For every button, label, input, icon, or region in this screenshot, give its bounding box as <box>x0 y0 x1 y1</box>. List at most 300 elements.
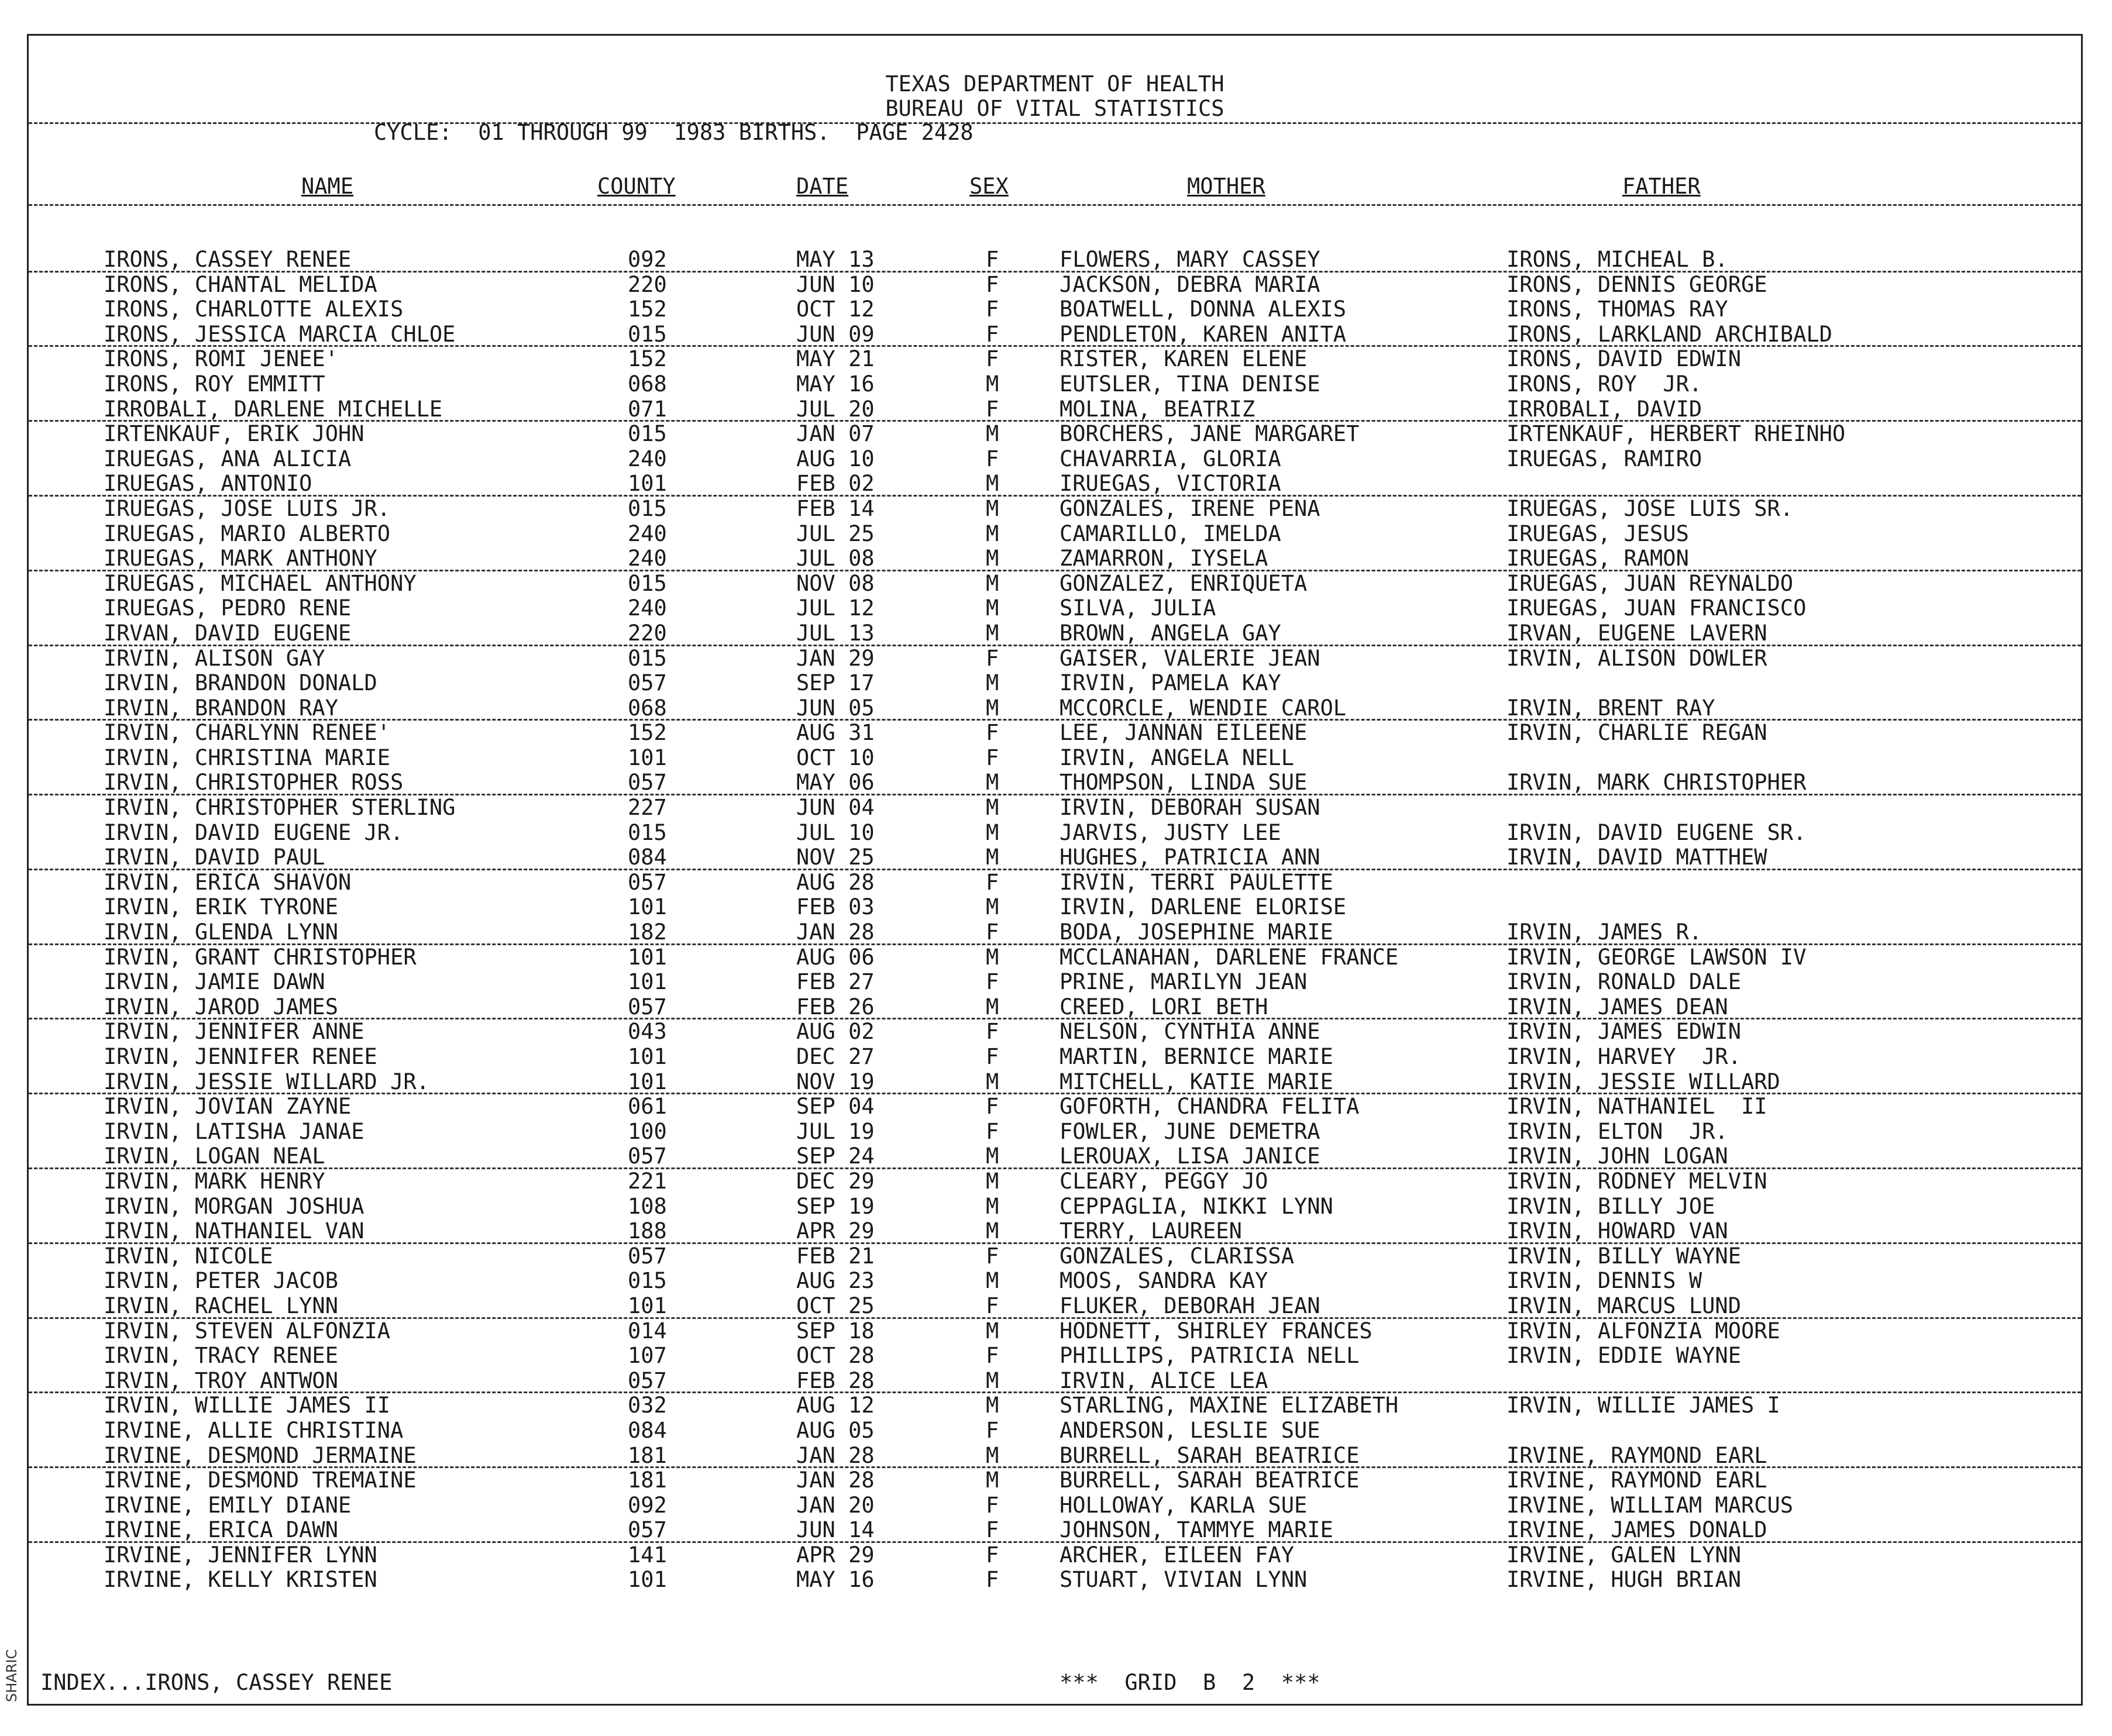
record-sex: F <box>986 1417 999 1443</box>
record-county: 240 <box>628 446 667 471</box>
record-county: 181 <box>628 1468 667 1493</box>
record-date: JUL 20 <box>796 396 875 422</box>
record-mother: TERRY, LAUREEN <box>1060 1218 1242 1244</box>
record-sex: F <box>986 271 999 297</box>
record-father: IRVIN, GEORGE LAWSON IV <box>1506 944 1807 970</box>
record-sex: M <box>986 471 999 497</box>
record-county: 240 <box>628 521 667 546</box>
record-name: IRONS, ROY EMMITT <box>104 371 325 397</box>
record-father: IRVIN, JAMES DEAN <box>1506 994 1728 1019</box>
record-date: AUG 28 <box>796 869 875 895</box>
record-sex: M <box>986 695 999 721</box>
record-date: JUL 19 <box>796 1118 875 1144</box>
record-name: IRVIN, ERIK TYRONE <box>104 894 338 920</box>
record-father: IRVINE, GALEN LYNN <box>1506 1542 1741 1568</box>
record-mother: PENDLETON, KAREN ANITA <box>1060 321 1347 347</box>
record-date: SEP 04 <box>796 1094 875 1120</box>
record-sex: M <box>986 1268 999 1294</box>
record-row <box>29 770 2081 795</box>
record-county: 101 <box>628 1293 667 1318</box>
record-name: IRVIN, JENNIFER RENEE <box>104 1044 377 1069</box>
record-name: IRVINE, DESMOND JERMAINE <box>104 1442 417 1468</box>
record-sex: F <box>986 247 999 272</box>
record-row <box>29 1294 2081 1319</box>
record-father: IRVIN, BILLY JOE <box>1506 1193 1715 1219</box>
record-county: 057 <box>628 1243 667 1269</box>
record-name: IRVAN, DAVID EUGENE <box>104 620 352 646</box>
record-mother: CAMARILLO, IMELDA <box>1060 521 1281 546</box>
record-name: IRVINE, ALLIE CHRISTINA <box>104 1417 404 1443</box>
record-sex: M <box>986 1193 999 1219</box>
record-name: IRONS, CHARLOTTE ALEXIS <box>104 297 404 322</box>
record-county: 057 <box>628 770 667 795</box>
record-mother: THOMPSON, LINDA SUE <box>1060 770 1308 795</box>
record-county: 092 <box>628 247 667 272</box>
record-date: JUN 14 <box>796 1517 875 1543</box>
record-county: 043 <box>628 1019 667 1045</box>
record-mother: LEROUAX, LISA JANICE <box>1060 1143 1320 1169</box>
record-mother: BORCHERS, JANE MARGARET <box>1060 421 1360 447</box>
record-father: IRVIN, ALFONZIA MOORE <box>1506 1318 1780 1344</box>
record-mother: ANDERSON, LESLIE SUE <box>1060 1417 1320 1443</box>
record-county: 152 <box>628 720 667 746</box>
record-sex: M <box>986 819 999 845</box>
record-date: FEB 14 <box>796 495 875 521</box>
record-father: IRUEGAS, JUAN FRANCISCO <box>1506 595 1807 621</box>
record-county: 188 <box>628 1218 667 1244</box>
record-mother: PHILLIPS, PATRICIA NELL <box>1060 1343 1360 1369</box>
record-county: 221 <box>628 1168 667 1194</box>
col-header-county: COUNTY <box>597 174 676 199</box>
record-row <box>29 1219 2081 1244</box>
record-father: IRUEGAS, RAMON <box>1506 546 1689 571</box>
record-name: IRROBALI, DARLENE MICHELLE <box>104 396 443 422</box>
record-mother: MOOS, SANDRA KAY <box>1060 1268 1268 1294</box>
record-name: IRONS, CHANTAL MELIDA <box>104 271 377 297</box>
record-row <box>29 571 2081 597</box>
record-father: IRVIN, RONALD DALE <box>1506 969 1741 995</box>
record-father: IRONS, DAVID EDWIN <box>1506 346 1741 372</box>
record-name: IRVIN, MORGAN JOSHUA <box>104 1193 364 1219</box>
record-name: IRONS, CASSEY RENEE <box>104 247 352 272</box>
record-father: IRVIN, NATHANIEL II <box>1506 1094 1767 1120</box>
record-sex: F <box>986 720 999 746</box>
bureau-title: BUREAU OF VITAL STATISTICS <box>885 96 1224 121</box>
record-row <box>29 920 2081 945</box>
record-row <box>29 621 2081 646</box>
record-date: MAY 13 <box>796 247 875 272</box>
record-mother: GOFORTH, CHANDRA FELITA <box>1060 1094 1360 1120</box>
record-row <box>29 970 2081 995</box>
record-date: MAY 21 <box>796 346 875 372</box>
record-name: IRVIN, CHRISTINA MARIE <box>104 745 391 770</box>
record-mother: BURRELL, SARAH BEATRICE <box>1060 1468 1360 1493</box>
record-sex: M <box>986 894 999 920</box>
record-row <box>29 1144 2081 1169</box>
record-sex: F <box>986 1492 999 1518</box>
record-county: 057 <box>628 1143 667 1169</box>
record-county: 107 <box>628 1343 667 1369</box>
record-date: OCT 10 <box>796 745 875 770</box>
record-sex: F <box>986 346 999 372</box>
record-date: SEP 18 <box>796 1318 875 1344</box>
record-name: IRUEGAS, MARK ANTHONY <box>104 546 377 571</box>
record-county: 015 <box>628 819 667 845</box>
record-sex: M <box>986 620 999 646</box>
record-county: 068 <box>628 695 667 721</box>
record-date: FEB 26 <box>796 994 875 1019</box>
record-name: IRVIN, WILLIE JAMES II <box>104 1393 391 1418</box>
record-sex: F <box>986 1517 999 1543</box>
record-father: IRVINE, JAMES DONALD <box>1506 1517 1767 1543</box>
record-mother: RISTER, KAREN ELENE <box>1060 346 1308 372</box>
record-father: IRVIN, JOHN LOGAN <box>1506 1143 1728 1169</box>
record-row <box>29 397 2081 422</box>
record-date: DEC 29 <box>796 1168 875 1194</box>
record-date: SEP 24 <box>796 1143 875 1169</box>
record-mother: BURRELL, SARAH BEATRICE <box>1060 1442 1360 1468</box>
record-sex: F <box>986 645 999 671</box>
record-date: JUL 08 <box>796 546 875 571</box>
record-row <box>29 422 2081 447</box>
record-row <box>29 596 2081 621</box>
record-sex: M <box>986 1143 999 1169</box>
record-mother: CREED, LORI BETH <box>1060 994 1268 1019</box>
record-sex: F <box>986 1343 999 1369</box>
record-mother: IRVIN, ALICE LEA <box>1060 1368 1268 1393</box>
record-row <box>29 1319 2081 1344</box>
record-father: IRUEGAS, RAMIRO <box>1506 446 1702 471</box>
record-father: IRVAN, EUGENE LAVERN <box>1506 620 1767 646</box>
record-name: IRVIN, CHARLYNN RENEE' <box>104 720 391 746</box>
record-sex: M <box>986 845 999 870</box>
record-county: 101 <box>628 894 667 920</box>
record-date: NOV 08 <box>796 570 875 596</box>
record-father: IRUEGAS, JUAN REYNALDO <box>1506 570 1794 596</box>
record-sex: M <box>986 1393 999 1418</box>
record-father: IRVINE, RAYMOND EARL <box>1506 1442 1767 1468</box>
record-county: 108 <box>628 1193 667 1219</box>
record-row <box>29 646 2081 671</box>
record-sex: M <box>986 421 999 447</box>
record-mother: IRVIN, PAMELA KAY <box>1060 670 1281 696</box>
column-divider <box>29 204 2081 206</box>
record-county: 101 <box>628 471 667 497</box>
record-father: IRVIN, HOWARD VAN <box>1506 1218 1728 1244</box>
department-title: TEXAS DEPARTMENT OF HEALTH <box>885 71 1224 97</box>
record-father: IRVIN, DAVID EUGENE SR. <box>1506 819 1807 845</box>
record-date: JUL 25 <box>796 521 875 546</box>
record-mother: PRINE, MARILYN JEAN <box>1060 969 1308 995</box>
record-mother: JOHNSON, TAMMYE MARIE <box>1060 1517 1333 1543</box>
record-mother: GONZALEZ, ENRIQUETA <box>1060 570 1308 596</box>
record-sex: F <box>986 969 999 995</box>
record-name: IRVIN, JOVIAN ZAYNE <box>104 1094 352 1120</box>
record-father: IRUEGAS, JOSE LUIS SR. <box>1506 495 1794 521</box>
record-county: 032 <box>628 1393 667 1418</box>
records-list <box>29 247 2081 1593</box>
col-header-mother: MOTHER <box>1187 174 1265 199</box>
record-sex: M <box>986 944 999 970</box>
col-header-date: DATE <box>796 174 849 199</box>
record-name: IRVIN, NICOLE <box>104 1243 273 1269</box>
record-name: IRVIN, DAVID EUGENE JR. <box>104 819 404 845</box>
record-father: IRVIN, EDDIE WAYNE <box>1506 1343 1741 1369</box>
record-date: JAN 28 <box>796 1468 875 1493</box>
record-county: 057 <box>628 670 667 696</box>
record-name: IRVIN, TRACY RENEE <box>104 1343 338 1369</box>
record-name: IRVIN, JAROD JAMES <box>104 994 338 1019</box>
record-mother: BOATWELL, DONNA ALEXIS <box>1060 297 1347 322</box>
record-county: 084 <box>628 845 667 870</box>
record-mother: FLUKER, DEBORAH JEAN <box>1060 1293 1320 1318</box>
record-county: 015 <box>628 495 667 521</box>
record-name: IRVIN, STEVEN ALFONZIA <box>104 1318 391 1344</box>
record-county: 220 <box>628 271 667 297</box>
record-father: IRUEGAS, JESUS <box>1506 521 1689 546</box>
record-father: IRVIN, DAVID MATTHEW <box>1506 845 1767 870</box>
record-county: 057 <box>628 994 667 1019</box>
record-sex: M <box>986 495 999 521</box>
record-father: IRVIN, MARK CHRISTOPHER <box>1506 770 1807 795</box>
record-sex: F <box>986 1567 999 1593</box>
record-date: AUG 23 <box>796 1268 875 1294</box>
record-county: 141 <box>628 1542 667 1568</box>
record-name: IRVIN, GLENDA LYNN <box>104 919 338 945</box>
record-mother: MCCLANAHAN, DARLENE FRANCE <box>1060 944 1399 970</box>
record-county: 100 <box>628 1118 667 1144</box>
record-mother: IRUEGAS, VICTORIA <box>1060 471 1281 497</box>
record-father: IRVIN, ALISON DOWLER <box>1506 645 1767 671</box>
record-date: FEB 27 <box>796 969 875 995</box>
record-date: JAN 07 <box>796 421 875 447</box>
record-date: MAY 06 <box>796 770 875 795</box>
record-date: MAY 16 <box>796 1567 875 1593</box>
record-mother: HOLLOWAY, KARLA SUE <box>1060 1492 1308 1518</box>
record-county: 015 <box>628 570 667 596</box>
record-sex: F <box>986 1293 999 1318</box>
record-date: JAN 28 <box>796 1442 875 1468</box>
record-name: IRVIN, ERICA SHAVON <box>104 869 352 895</box>
record-name: IRVIN, MARK HENRY <box>104 1168 325 1194</box>
record-father: IRVIN, BILLY WAYNE <box>1506 1243 1741 1269</box>
record-county: 057 <box>628 869 667 895</box>
record-row <box>29 297 2081 322</box>
record-county: 092 <box>628 1492 667 1518</box>
cycle-line: CYCLE: 01 THROUGH 99 1983 BIRTHS. PAGE 2428 <box>374 120 974 145</box>
record-name: IRVIN, PETER JACOB <box>104 1268 338 1294</box>
record-row <box>29 1568 2081 1593</box>
record-row <box>29 945 2081 970</box>
record-row <box>29 696 2081 721</box>
record-row <box>29 1120 2081 1145</box>
record-row <box>29 1493 2081 1518</box>
record-county: 068 <box>628 371 667 397</box>
record-county: 101 <box>628 944 667 970</box>
record-mother: ARCHER, EILEEN FAY <box>1060 1542 1294 1568</box>
record-row <box>29 1269 2081 1294</box>
record-row <box>29 273 2081 298</box>
record-sex: M <box>986 371 999 397</box>
record-father: IRVINE, WILLIAM MARCUS <box>1506 1492 1794 1518</box>
record-county: 101 <box>628 1044 667 1069</box>
record-sex: F <box>986 1094 999 1120</box>
record-row <box>29 1444 2081 1469</box>
record-date: APR 29 <box>796 1218 875 1244</box>
record-mother: LEE, JANNAN EILEENE <box>1060 720 1308 746</box>
document-frame <box>27 34 2083 1706</box>
record-mother: MITCHELL, KATIE MARIE <box>1060 1069 1333 1094</box>
record-date: NOV 19 <box>796 1069 875 1094</box>
record-mother: NELSON, CYNTHIA ANNE <box>1060 1019 1320 1045</box>
record-sex: M <box>986 770 999 795</box>
record-county: 057 <box>628 1368 667 1393</box>
record-date: JUL 12 <box>796 595 875 621</box>
record-mother: IRVIN, DEBORAH SUSAN <box>1060 795 1320 821</box>
record-sex: F <box>986 446 999 471</box>
record-county: 015 <box>628 421 667 447</box>
record-row <box>29 546 2081 571</box>
record-father: IRVIN, RODNEY MELVIN <box>1506 1168 1767 1194</box>
record-county: 220 <box>628 620 667 646</box>
record-date: AUG 10 <box>796 446 875 471</box>
record-county: 101 <box>628 1069 667 1094</box>
record-row <box>29 447 2081 472</box>
record-row <box>29 1169 2081 1194</box>
record-county: 084 <box>628 1417 667 1443</box>
record-father: IRVINE, HUGH BRIAN <box>1506 1567 1741 1593</box>
record-date: JAN 20 <box>796 1492 875 1518</box>
record-county: 015 <box>628 321 667 347</box>
record-sex: F <box>986 396 999 422</box>
record-name: IRVIN, LATISHA JANAE <box>104 1118 364 1144</box>
record-row <box>29 1094 2081 1120</box>
record-name: IRVIN, JAMIE DAWN <box>104 969 325 995</box>
record-sex: F <box>986 745 999 770</box>
record-father: IRVIN, ELTON JR. <box>1506 1118 1728 1144</box>
record-name: IRVINE, DESMOND TREMAINE <box>104 1468 417 1493</box>
record-date: OCT 28 <box>796 1343 875 1369</box>
record-date: AUG 31 <box>796 720 875 746</box>
record-county: 071 <box>628 396 667 422</box>
record-row <box>29 1019 2081 1045</box>
record-name: IRVINE, JENNIFER LYNN <box>104 1542 377 1568</box>
record-sex: F <box>986 1044 999 1069</box>
grid-footer: *** GRID B 2 *** <box>1060 1670 1320 1695</box>
record-date: SEP 19 <box>796 1193 875 1219</box>
record-name: IRUEGAS, ANA ALICIA <box>104 446 352 471</box>
record-name: IRVIN, LOGAN NEAL <box>104 1143 325 1169</box>
index-footer: INDEX...IRONS, CASSEY RENEE <box>40 1670 393 1695</box>
record-father: IRVIN, JESSIE WILLARD <box>1506 1069 1780 1094</box>
record-row <box>29 995 2081 1020</box>
record-sex: M <box>986 570 999 596</box>
record-name: IRVIN, ALISON GAY <box>104 645 325 671</box>
record-father: IRONS, MICHEAL B. <box>1506 247 1728 272</box>
record-row <box>29 1418 2081 1444</box>
record-county: 227 <box>628 795 667 821</box>
record-mother: CHAVARRIA, GLORIA <box>1060 446 1281 471</box>
record-date: FEB 21 <box>796 1243 875 1269</box>
record-sex: M <box>986 595 999 621</box>
record-county: 240 <box>628 546 667 571</box>
record-date: NOV 25 <box>796 845 875 870</box>
record-county: 152 <box>628 297 667 322</box>
record-mother: SILVA, JULIA <box>1060 595 1216 621</box>
record-date: MAY 16 <box>796 371 875 397</box>
record-mother: FLOWERS, MARY CASSEY <box>1060 247 1320 272</box>
record-sex: M <box>986 1218 999 1244</box>
record-mother: STUART, VIVIAN LYNN <box>1060 1567 1308 1593</box>
record-sex: M <box>986 1442 999 1468</box>
record-county: 057 <box>628 1517 667 1543</box>
record-row <box>29 1045 2081 1070</box>
header-divider <box>29 122 2081 124</box>
record-name: IRVIN, GRANT CHRISTOPHER <box>104 944 417 970</box>
record-name: IRVINE, KELLY KRISTEN <box>104 1567 377 1593</box>
record-father: IRVINE, RAYMOND EARL <box>1506 1468 1767 1493</box>
record-sex: F <box>986 869 999 895</box>
record-row <box>29 795 2081 821</box>
record-date: JUN 10 <box>796 271 875 297</box>
record-sex: M <box>986 795 999 821</box>
record-mother: MARTIN, BERNICE MARIE <box>1060 1044 1333 1069</box>
record-name: IRVIN, JESSIE WILLARD JR. <box>104 1069 429 1094</box>
record-father: IRVIN, JAMES R. <box>1506 919 1702 945</box>
record-county: 181 <box>628 1442 667 1468</box>
record-date: JAN 28 <box>796 919 875 945</box>
record-date: DEC 27 <box>796 1044 875 1069</box>
record-row <box>29 1344 2081 1369</box>
record-name: IRUEGAS, ANTONIO <box>104 471 312 497</box>
record-mother: MOLINA, BEATRIZ <box>1060 396 1255 422</box>
record-county: 015 <box>628 1268 667 1294</box>
record-name: IRUEGAS, PEDRO RENE <box>104 595 352 621</box>
record-row <box>29 1518 2081 1543</box>
record-father: IRVIN, MARCUS LUND <box>1506 1293 1741 1318</box>
record-mother: JACKSON, DEBRA MARIA <box>1060 271 1320 297</box>
record-father: IRVIN, BRENT RAY <box>1506 695 1715 721</box>
side-label: SHARIC <box>4 1649 20 1703</box>
record-sex: M <box>986 670 999 696</box>
record-mother: IRVIN, ANGELA NELL <box>1060 745 1294 770</box>
record-father: IRVIN, CHARLIE REGAN <box>1506 720 1767 746</box>
record-row <box>29 322 2081 347</box>
record-date: JUL 13 <box>796 620 875 646</box>
record-sex: F <box>986 1243 999 1269</box>
record-row <box>29 497 2081 522</box>
record-date: OCT 12 <box>796 297 875 322</box>
record-name: IRONS, JESSICA MARCIA CHLOE <box>104 321 456 347</box>
record-father: IRVIN, WILLIE JAMES I <box>1506 1393 1780 1418</box>
record-name: IRVIN, CHRISTOPHER ROSS <box>104 770 404 795</box>
record-sex: M <box>986 546 999 571</box>
record-father: IRTENKAUF, HERBERT RHEINHO <box>1506 421 1846 447</box>
record-father: IRONS, DENNIS GEORGE <box>1506 271 1767 297</box>
record-row <box>29 721 2081 746</box>
record-date: FEB 03 <box>796 894 875 920</box>
record-mother: BROWN, ANGELA GAY <box>1060 620 1281 646</box>
record-row <box>29 1468 2081 1493</box>
record-county: 240 <box>628 595 667 621</box>
record-row <box>29 247 2081 273</box>
record-date: SEP 17 <box>796 670 875 696</box>
record-father: IRROBALI, DAVID <box>1506 396 1702 422</box>
record-date: AUG 06 <box>796 944 875 970</box>
record-name: IRUEGAS, MARIO ALBERTO <box>104 521 391 546</box>
record-sex: M <box>986 1168 999 1194</box>
record-county: 101 <box>628 745 667 770</box>
